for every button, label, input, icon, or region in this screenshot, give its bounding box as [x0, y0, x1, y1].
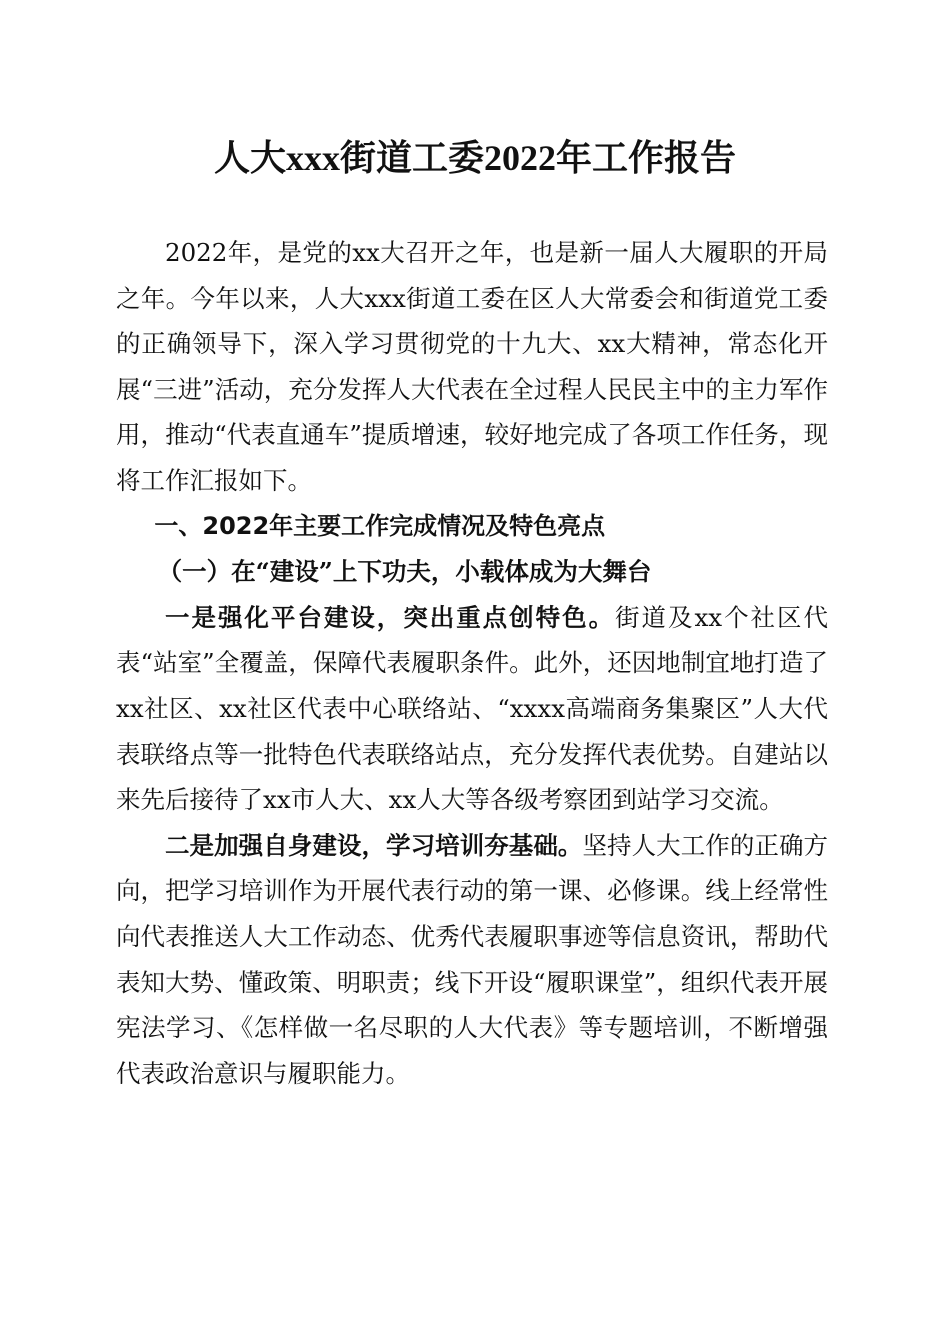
- document-body: [116, 230, 828, 1096]
- item-1-lead: 一是强化平台建设，突出重点创特色。: [165, 602, 616, 632]
- item-paragraph-2: [116, 823, 828, 1097]
- item-1-text: 街道及xx个社区代表“站室”全覆盖，保障代表履职条件。此外，还因地制宜地打造了xx社区、xx社区代表中心联络站、“xxxx高端商务集聚区”人大代表联络点等一批特色代表联络站点，充分发挥代表优势。自建站以来先后接待了xx市人大、xx人大等各级考察团到站学习交流。: [116, 602, 828, 815]
- intro-paragraph: 2022年，是党的xx大召开之年，也是新一届人大履职的开局之年。今年以来，人大xxx街道工委在区人大常委会和街道党工委的正确领导下，深入学习贯彻党的十九大、xx大精神，常态化开展“三进”活动，充分发挥人大代表在全过程人民民主中的主力军作用，推动“代表直通车”提质增速，较好地完成了各项工作任务，现将工作汇报如下。: [116, 238, 828, 495]
- document-title: 人大xxx街道工委2022年工作报告: [213, 138, 736, 178]
- subsection-heading-1: （一）在“建设”上下功夫，小载体成为大舞台: [157, 557, 652, 587]
- item-2-text: 坚持人大工作的正确方向，把学习培训作为开展代表行动的第一课、必修课。线上经常性向代表推送人大工作动态、优秀代表履职事迹等信息资讯，帮助代表知大势、懂政策、明职责；线下开设“履职课堂”，组织代表开展宪法学习、《怎样做一名尽职的人大代表》等专题培训，不断增强代表政治意识与履职能力。: [116, 830, 829, 1088]
- item-2-lead: 二是加强自身建设，学习培训夯基础。: [165, 830, 583, 860]
- section-heading-1: 一、2022年主要工作完成情况及特色亮点: [154, 511, 606, 540]
- item-paragraph-1: [116, 595, 828, 823]
